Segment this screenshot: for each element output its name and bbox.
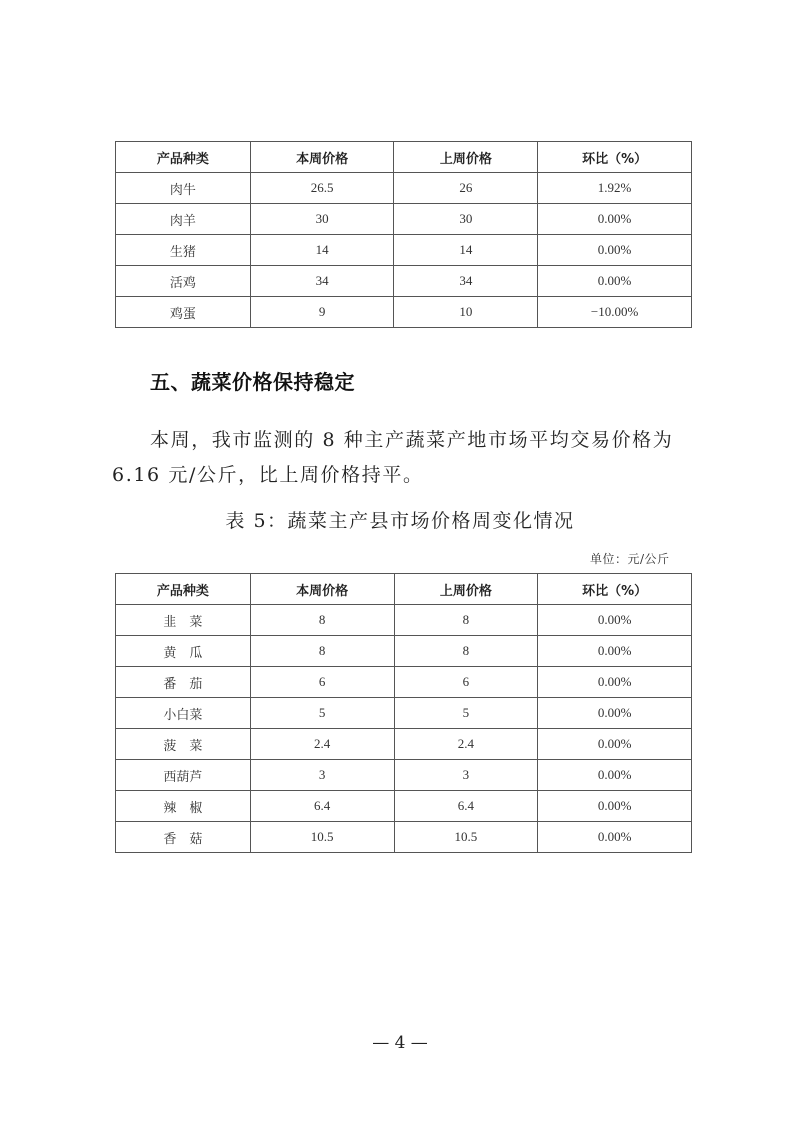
cell-last-week: 3 — [394, 760, 538, 791]
section-heading: 五、蔬菜价格保持稳定 — [150, 370, 355, 394]
cell-product: 小白菜 — [116, 698, 251, 729]
table-row — [116, 698, 692, 729]
cell-last-week: 8 — [394, 605, 538, 636]
cell-last-week: 6.4 — [394, 791, 538, 822]
cell-last-week: 26 — [394, 173, 538, 204]
cell-this-week: 2.4 — [250, 729, 394, 760]
table-header-row — [116, 574, 692, 605]
cell-change: 0.00% — [538, 667, 692, 698]
livestock-price-table — [115, 141, 692, 328]
cell-change: 0.00% — [538, 266, 692, 297]
cell-this-week: 30 — [250, 204, 394, 235]
table-row — [116, 667, 692, 698]
cell-product: 鸡蛋 — [116, 297, 251, 328]
cell-last-week: 8 — [394, 636, 538, 667]
cell-this-week: 34 — [250, 266, 394, 297]
cell-product: 肉牛 — [116, 173, 251, 204]
cell-change: 0.00% — [538, 729, 692, 760]
table-row — [116, 605, 692, 636]
cell-this-week: 8 — [250, 636, 394, 667]
cell-product: 生猪 — [116, 235, 251, 266]
cell-change: 0.00% — [538, 822, 692, 853]
cell-this-week: 9 — [250, 297, 394, 328]
table-header-row — [116, 142, 692, 173]
page-number: — 4 — — [372, 1033, 428, 1053]
table-row — [116, 636, 692, 667]
header-product: 产品种类 — [116, 574, 251, 605]
cell-this-week: 26.5 — [250, 173, 394, 204]
header-last-week: 上周价格 — [394, 142, 538, 173]
cell-product: 香 菇 — [116, 822, 251, 853]
cell-change: 0.00% — [538, 760, 692, 791]
cell-change: 0.00% — [538, 235, 692, 266]
cell-last-week: 6 — [394, 667, 538, 698]
table-row — [116, 235, 692, 266]
vegetable-price-table — [115, 573, 692, 853]
cell-last-week: 2.4 — [394, 729, 538, 760]
cell-change: −10.00% — [538, 297, 692, 328]
table-row — [116, 822, 692, 853]
paragraph-line-1: 本周，我市监测的 8 种主产蔬菜产地市场平均交易价格为 — [150, 429, 674, 451]
table-row — [116, 173, 692, 204]
cell-this-week: 6.4 — [250, 791, 394, 822]
table-row — [116, 729, 692, 760]
cell-product: 番 茄 — [116, 667, 251, 698]
header-product: 产品种类 — [116, 142, 251, 173]
cell-change: 0.00% — [538, 698, 692, 729]
cell-product: 西葫芦 — [116, 760, 251, 791]
cell-last-week: 5 — [394, 698, 538, 729]
cell-last-week: 30 — [394, 204, 538, 235]
cell-this-week: 6 — [250, 667, 394, 698]
cell-change: 1.92% — [538, 173, 692, 204]
header-change: 环比（%） — [538, 574, 692, 605]
header-this-week: 本周价格 — [250, 142, 394, 173]
table-row — [116, 297, 692, 328]
cell-product: 活鸡 — [116, 266, 251, 297]
cell-last-week: 34 — [394, 266, 538, 297]
cell-change: 0.00% — [538, 636, 692, 667]
cell-this-week: 3 — [250, 760, 394, 791]
cell-change: 0.00% — [538, 791, 692, 822]
unit-label: 单位：元/公斤 — [590, 552, 670, 566]
table-caption: 表 5：蔬菜主产县市场价格周变化情况 — [225, 510, 575, 532]
paragraph-line-2: 6.16 元/公斤，比上周价格持平。 — [112, 464, 424, 486]
cell-last-week: 10.5 — [394, 822, 538, 853]
header-change: 环比（%） — [538, 142, 692, 173]
table-row — [116, 791, 692, 822]
cell-product: 韭 菜 — [116, 605, 251, 636]
cell-last-week: 14 — [394, 235, 538, 266]
cell-this-week: 10.5 — [250, 822, 394, 853]
cell-this-week: 8 — [250, 605, 394, 636]
cell-this-week: 5 — [250, 698, 394, 729]
cell-change: 0.00% — [538, 605, 692, 636]
cell-this-week: 14 — [250, 235, 394, 266]
header-this-week: 本周价格 — [250, 574, 394, 605]
cell-last-week: 10 — [394, 297, 538, 328]
table-row — [116, 204, 692, 235]
cell-product: 菠 菜 — [116, 729, 251, 760]
cell-product: 肉羊 — [116, 204, 251, 235]
table-row — [116, 760, 692, 791]
header-last-week: 上周价格 — [394, 574, 538, 605]
table-row — [116, 266, 692, 297]
cell-product: 辣 椒 — [116, 791, 251, 822]
cell-product: 黄 瓜 — [116, 636, 251, 667]
cell-change: 0.00% — [538, 204, 692, 235]
